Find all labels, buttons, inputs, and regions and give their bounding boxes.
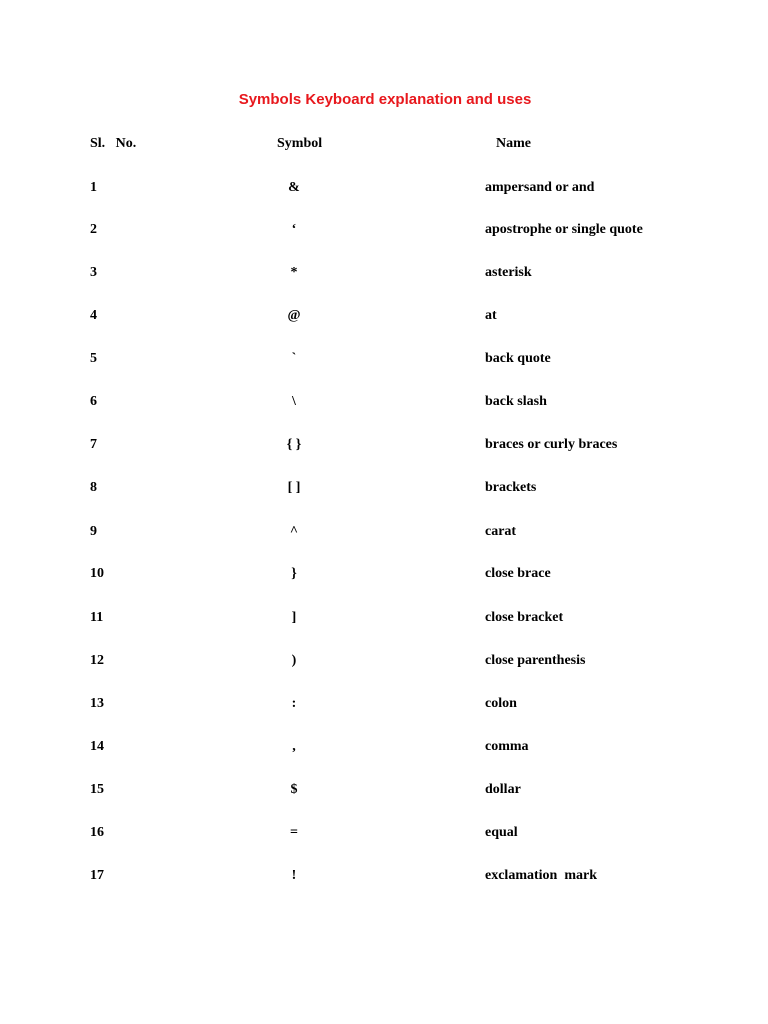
row-number: 15 (90, 782, 104, 797)
table-row (0, 391, 768, 413)
row-symbol: ! (291, 868, 297, 883)
table-row (0, 262, 768, 284)
row-name: carat (485, 524, 517, 539)
row-name: back slash (485, 394, 547, 409)
table-row (0, 219, 768, 241)
row-number: 13 (90, 696, 104, 711)
table-row (0, 434, 768, 456)
row-number: 10 (90, 566, 104, 581)
row-name: ampersand or and (485, 180, 595, 195)
table-row (0, 650, 768, 672)
row-name: at (485, 308, 497, 323)
row-symbol: * (290, 265, 298, 280)
row-number: 2 (90, 222, 97, 237)
row-number: 4 (90, 308, 97, 323)
row-number: 6 (90, 394, 97, 409)
header-symbol: Symbol (277, 136, 323, 151)
row-name: brackets (485, 480, 537, 495)
row-symbol: \ (292, 394, 296, 409)
row-number: 16 (90, 825, 104, 840)
row-symbol: : (291, 696, 297, 711)
table-row (0, 348, 768, 370)
table-row (0, 177, 768, 199)
row-symbol: @ (287, 308, 301, 323)
table-row (0, 865, 768, 887)
row-name: dollar (485, 782, 521, 797)
row-symbol: = (290, 825, 298, 840)
table-row (0, 521, 768, 543)
row-symbol: & (288, 180, 300, 195)
table-row (0, 477, 768, 499)
table-row (0, 693, 768, 715)
row-symbol: ) (291, 653, 297, 668)
table-row (0, 305, 768, 327)
row-name: apostrophe or single quote (485, 222, 643, 237)
table-row (0, 779, 768, 801)
row-name: colon (485, 696, 517, 711)
row-name: back quote (485, 351, 551, 366)
row-number: 5 (90, 351, 97, 366)
row-number: 14 (90, 739, 104, 754)
row-number: 3 (90, 265, 97, 280)
row-name: close bracket (485, 610, 564, 625)
row-number: 11 (90, 610, 104, 625)
row-name: close parenthesis (485, 653, 586, 668)
table-row (0, 563, 768, 585)
row-symbol: $ (290, 782, 298, 797)
table-row (0, 607, 768, 629)
row-symbol: } (291, 566, 297, 581)
row-name: close brace (485, 566, 551, 581)
row-number: 17 (90, 868, 104, 883)
row-name: asterisk (485, 265, 532, 280)
row-number: 12 (90, 653, 104, 668)
row-number: 8 (90, 480, 97, 495)
row-number: 7 (90, 437, 97, 452)
row-name: braces or curly braces (485, 437, 618, 452)
header-number: Sl. No. (90, 136, 137, 151)
row-symbol: , (292, 739, 296, 754)
page-title: Symbols Keyboard explanation and uses (238, 91, 532, 108)
table-row (0, 736, 768, 758)
row-name: comma (485, 739, 529, 754)
row-symbol: ] (291, 610, 297, 625)
row-name: exclamation mark (485, 868, 597, 883)
table-header (0, 133, 768, 155)
header-name: Name (496, 136, 531, 151)
row-number: 9 (90, 524, 97, 539)
row-name: equal (485, 825, 518, 840)
row-symbol: ` (291, 351, 297, 366)
table-row (0, 822, 768, 844)
row-symbol: { } (286, 437, 302, 452)
row-symbol: [ ] (287, 480, 301, 495)
row-number: 1 (90, 180, 97, 195)
row-symbol: ‘ (291, 222, 297, 237)
row-symbol: ^ (289, 524, 299, 539)
